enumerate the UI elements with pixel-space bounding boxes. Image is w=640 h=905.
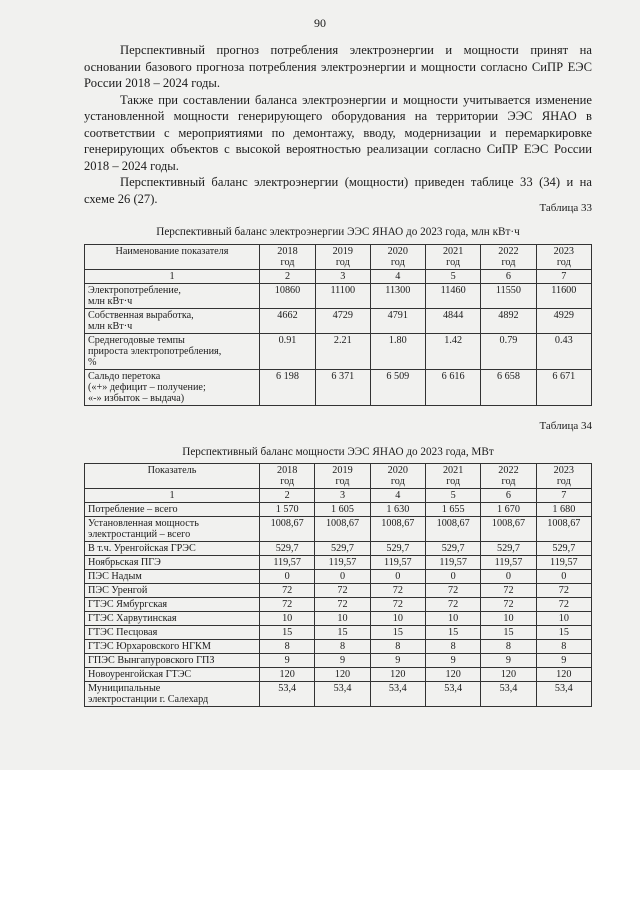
table-row xyxy=(85,668,592,682)
index-cell: 4 xyxy=(370,270,425,284)
value-cell: 119,57 xyxy=(315,556,370,570)
table-34-label: Таблица 34 xyxy=(539,420,592,432)
value-cell: 1.42 xyxy=(425,334,480,370)
year-header xyxy=(481,245,536,270)
year-unit: год xyxy=(446,476,461,487)
year-value: 2019 xyxy=(332,465,353,476)
year-value: 2021 xyxy=(442,246,464,257)
value-cell: 1 670 xyxy=(481,503,536,517)
year-value: 2020 xyxy=(387,465,408,476)
value-cell: 1008,67 xyxy=(315,517,370,542)
row-label: ГТЭС Ямбургская xyxy=(85,598,260,612)
year-value: 2021 xyxy=(442,465,464,476)
body-text xyxy=(84,42,592,207)
year-header xyxy=(370,245,425,270)
year-unit: год xyxy=(556,476,571,487)
value-cell: 8 xyxy=(315,640,370,654)
year-header xyxy=(425,464,480,489)
table-row xyxy=(85,654,592,668)
year-unit: год xyxy=(501,476,516,487)
value-cell: 72 xyxy=(536,584,591,598)
value-cell: 11600 xyxy=(536,284,591,309)
row-label: Электропотребление, млн кВт·ч xyxy=(85,284,260,309)
row-label: Новоуренгойская ГТЭС xyxy=(85,668,260,682)
value-cell: 120 xyxy=(425,668,480,682)
year-value: 2023 xyxy=(553,465,574,476)
table-row xyxy=(85,682,592,707)
value-cell: 120 xyxy=(260,668,315,682)
index-cell: 6 xyxy=(481,489,536,503)
table-row xyxy=(85,570,592,584)
paragraph: Перспективный баланс электроэнергии (мощности) приведен таблице 33 (34) и на схеме 26 (27). xyxy=(84,175,592,206)
value-cell: 1 605 xyxy=(315,503,370,517)
table-row xyxy=(85,309,592,334)
table-row xyxy=(85,542,592,556)
year-header xyxy=(315,245,370,270)
row-label: ГПЭС Вынгапуровского ГПЗ xyxy=(85,654,260,668)
year-unit: год xyxy=(556,257,571,268)
value-cell: 1008,67 xyxy=(370,517,425,542)
value-cell: 1008,67 xyxy=(260,517,315,542)
value-cell: 1 570 xyxy=(260,503,315,517)
value-cell: 72 xyxy=(315,584,370,598)
year-value: 2022 xyxy=(498,246,519,257)
table-row xyxy=(85,612,592,626)
year-header xyxy=(260,464,315,489)
header-cell: Наименование показателя xyxy=(85,245,260,270)
value-cell: 10 xyxy=(260,612,315,626)
value-cell: 15 xyxy=(260,626,315,640)
year-value: 2020 xyxy=(387,246,408,257)
header-cell: Показатель xyxy=(85,464,260,489)
row-label: Установленная мощность электростанций – всего xyxy=(85,517,260,542)
value-cell: 0 xyxy=(536,570,591,584)
index-cell: 2 xyxy=(260,489,315,503)
value-cell: 6 371 xyxy=(315,370,370,406)
value-cell: 6 198 xyxy=(260,370,316,406)
year-header xyxy=(536,245,591,270)
value-cell: 120 xyxy=(315,668,370,682)
index-cell: 7 xyxy=(536,270,591,284)
energy-balance-table xyxy=(84,244,592,406)
value-cell: 15 xyxy=(536,626,591,640)
row-label: В т.ч. Уренгойская ГРЭС xyxy=(85,542,260,556)
year-value: 2018 xyxy=(276,465,298,476)
page-number: 90 xyxy=(314,16,326,30)
row-label: ГТЭС Харвутинская xyxy=(85,612,260,626)
index-cell: 1 xyxy=(85,489,260,503)
value-cell: 11300 xyxy=(370,284,425,309)
value-cell: 6 658 xyxy=(481,370,536,406)
year-unit: год xyxy=(446,257,461,268)
value-cell: 529,7 xyxy=(536,542,591,556)
value-cell: 72 xyxy=(260,584,315,598)
value-cell: 529,7 xyxy=(315,542,370,556)
table-row xyxy=(85,334,592,370)
value-cell: 119,57 xyxy=(260,556,315,570)
value-cell: 72 xyxy=(370,598,425,612)
value-cell: 9 xyxy=(425,654,480,668)
value-cell: 0 xyxy=(260,570,315,584)
value-cell: 53,4 xyxy=(370,682,425,707)
value-cell: 8 xyxy=(425,640,480,654)
table-33-title: Перспективный баланс электроэнергии ЭЭС ЯНАО до 2023 года, млн кВт·ч xyxy=(156,226,520,238)
value-cell: 15 xyxy=(370,626,425,640)
row-label: ПЭС Надым xyxy=(85,570,260,584)
row-label: Сальдо перетока («+» дефицит – получение; «-» избыток – выдача) xyxy=(85,370,260,406)
value-cell: 0 xyxy=(425,570,480,584)
value-cell: 72 xyxy=(425,584,480,598)
year-value: 2019 xyxy=(332,246,353,257)
year-header xyxy=(425,245,480,270)
index-cell: 7 xyxy=(536,489,591,503)
value-cell: 9 xyxy=(370,654,425,668)
value-cell: 4892 xyxy=(481,309,536,334)
year-unit: год xyxy=(390,257,405,268)
value-cell: 53,4 xyxy=(315,682,370,707)
value-cell: 8 xyxy=(370,640,425,654)
value-cell: 120 xyxy=(370,668,425,682)
value-cell: 1008,67 xyxy=(536,517,591,542)
row-label: Ноябрьская ПГЭ xyxy=(85,556,260,570)
value-cell: 1.80 xyxy=(370,334,425,370)
power-balance-table xyxy=(84,463,592,707)
year-header xyxy=(536,464,591,489)
value-cell: 15 xyxy=(481,626,536,640)
value-cell: 72 xyxy=(260,598,315,612)
value-cell: 10860 xyxy=(260,284,316,309)
table-33-label: Таблица 33 xyxy=(539,202,592,214)
value-cell: 119,57 xyxy=(370,556,425,570)
index-cell: 5 xyxy=(425,270,480,284)
table-row xyxy=(85,503,592,517)
value-cell: 0 xyxy=(481,570,536,584)
value-cell: 10 xyxy=(425,612,480,626)
index-row xyxy=(85,489,592,503)
value-cell: 119,57 xyxy=(481,556,536,570)
index-cell: 3 xyxy=(315,489,370,503)
value-cell: 0.79 xyxy=(481,334,536,370)
value-cell: 0 xyxy=(370,570,425,584)
table-row xyxy=(85,556,592,570)
value-cell: 53,4 xyxy=(425,682,480,707)
year-header xyxy=(260,245,316,270)
row-label: Потребление – всего xyxy=(85,503,260,517)
value-cell: 6 671 xyxy=(536,370,591,406)
value-cell: 11100 xyxy=(315,284,370,309)
value-cell: 0.43 xyxy=(536,334,591,370)
index-cell: 3 xyxy=(315,270,370,284)
year-value: 2022 xyxy=(498,465,519,476)
value-cell: 119,57 xyxy=(536,556,591,570)
year-unit: год xyxy=(501,257,516,268)
value-cell: 120 xyxy=(536,668,591,682)
value-cell: 1008,67 xyxy=(425,517,480,542)
row-label: Среднегодовые темпы прироста электропотребления, % xyxy=(85,334,260,370)
index-cell: 5 xyxy=(425,489,480,503)
year-value: 2018 xyxy=(277,246,298,257)
table-row xyxy=(85,370,592,406)
value-cell: 8 xyxy=(260,640,315,654)
index-cell: 2 xyxy=(260,270,316,284)
value-cell: 529,7 xyxy=(425,542,480,556)
row-label: Муниципальные электростанции г. Салехард xyxy=(85,682,260,707)
value-cell: 53,4 xyxy=(536,682,591,707)
value-cell: 15 xyxy=(315,626,370,640)
value-cell: 2.21 xyxy=(315,334,370,370)
paragraph: Перспективный прогноз потребления электроэнергии и мощности принят на основании базового прогноза потребления электроэнергии и мощности согласно СиПР ЕЭС России 2018 – 2024 годы. xyxy=(84,43,592,90)
value-cell: 8 xyxy=(481,640,536,654)
value-cell: 6 616 xyxy=(425,370,480,406)
value-cell: 4791 xyxy=(370,309,425,334)
value-cell: 4662 xyxy=(260,309,316,334)
year-value: 2023 xyxy=(553,246,574,257)
value-cell: 72 xyxy=(481,598,536,612)
year-unit: год xyxy=(335,257,350,268)
value-cell: 529,7 xyxy=(370,542,425,556)
table-row xyxy=(85,640,592,654)
index-row xyxy=(85,270,592,284)
index-cell: 1 xyxy=(85,270,260,284)
value-cell: 6 509 xyxy=(370,370,425,406)
year-header xyxy=(481,464,536,489)
table-34-title: Перспективный баланс мощности ЭЭС ЯНАО до 2023 года, МВт xyxy=(182,446,494,458)
value-cell: 0 xyxy=(315,570,370,584)
value-cell: 11550 xyxy=(481,284,536,309)
year-header xyxy=(315,464,370,489)
value-cell: 1 630 xyxy=(370,503,425,517)
value-cell: 10 xyxy=(315,612,370,626)
value-cell: 9 xyxy=(481,654,536,668)
row-label: ПЭС Уренгой xyxy=(85,584,260,598)
row-label: Собственная выработка, млн кВт·ч xyxy=(85,309,260,334)
value-cell: 119,57 xyxy=(425,556,480,570)
table-row xyxy=(85,584,592,598)
value-cell: 4729 xyxy=(315,309,370,334)
value-cell: 8 xyxy=(536,640,591,654)
value-cell: 15 xyxy=(425,626,480,640)
value-cell: 53,4 xyxy=(481,682,536,707)
value-cell: 1 655 xyxy=(425,503,480,517)
value-cell: 72 xyxy=(425,598,480,612)
value-cell: 4929 xyxy=(536,309,591,334)
value-cell: 72 xyxy=(315,598,370,612)
value-cell: 10 xyxy=(536,612,591,626)
table-row xyxy=(85,284,592,309)
value-cell: 72 xyxy=(370,584,425,598)
value-cell: 53,4 xyxy=(260,682,315,707)
paragraph: Также при составлении баланса электроэнергии и мощности учитывается изменение установленной мощности генерирующего оборудования на территории ЭЭС ЯНАО в соответствии с мероприятиями по демонтажу, вводу, модернизации и перемаркировке генерирующих объектов с высокой вероятностью реализации согласно СиПР ЕЭС России 2018 – 2024 годы. xyxy=(84,92,592,173)
year-unit: год xyxy=(280,257,295,268)
index-cell: 6 xyxy=(481,270,536,284)
value-cell: 10 xyxy=(370,612,425,626)
table-row xyxy=(85,598,592,612)
value-cell: 10 xyxy=(481,612,536,626)
value-cell: 9 xyxy=(315,654,370,668)
row-label: ГТЭС Юрхаровского НГКМ xyxy=(85,640,260,654)
value-cell: 4844 xyxy=(425,309,480,334)
value-cell: 72 xyxy=(481,584,536,598)
table-row xyxy=(85,517,592,542)
row-label: ГТЭС Песцовая xyxy=(85,626,260,640)
value-cell: 1 680 xyxy=(536,503,591,517)
value-cell: 120 xyxy=(481,668,536,682)
year-unit: год xyxy=(280,476,295,487)
value-cell: 1008,67 xyxy=(481,517,536,542)
index-cell: 4 xyxy=(370,489,425,503)
year-unit: год xyxy=(390,476,405,487)
value-cell: 0.91 xyxy=(260,334,316,370)
value-cell: 529,7 xyxy=(260,542,315,556)
year-unit: год xyxy=(335,476,350,487)
value-cell: 72 xyxy=(536,598,591,612)
value-cell: 9 xyxy=(536,654,591,668)
value-cell: 9 xyxy=(260,654,315,668)
table-row xyxy=(85,626,592,640)
value-cell: 529,7 xyxy=(481,542,536,556)
year-header xyxy=(370,464,425,489)
value-cell: 11460 xyxy=(425,284,480,309)
